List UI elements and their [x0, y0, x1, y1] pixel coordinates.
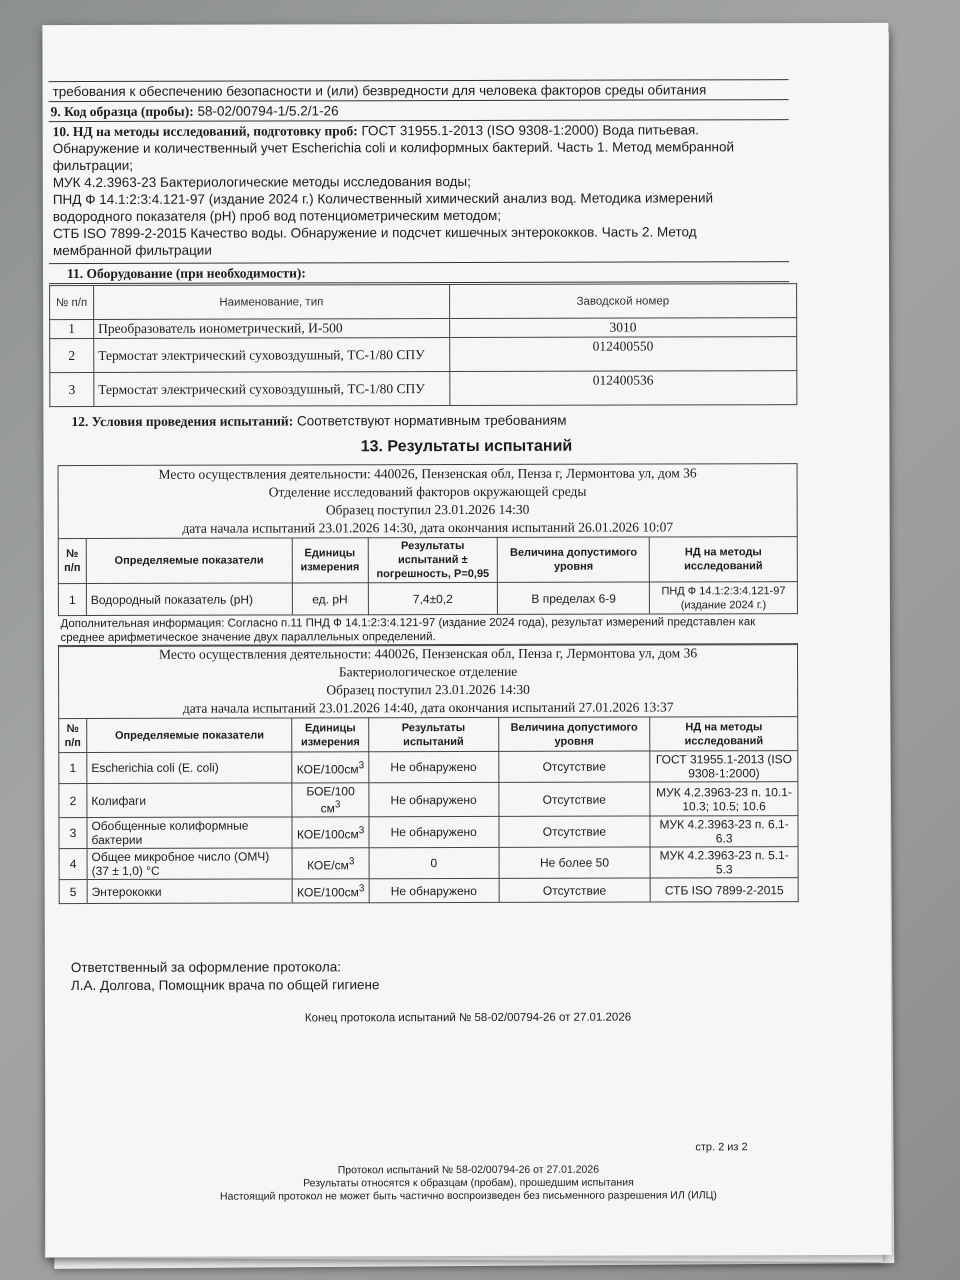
sample-code-label: 9. Код образца (пробы):: [50, 103, 194, 120]
table-row: [59, 878, 798, 904]
responsible-block: [71, 958, 380, 995]
footer-line: Протокол испытаний № 58-02/00794-26 от 27.01.2026: [337, 1163, 600, 1177]
row-number: 1: [50, 319, 94, 338]
method: СТБ ISO 7899-2-2015: [650, 878, 798, 902]
activity-place: Место осуществления деятельности: 440026, Пензенская обл, Пенза г, Лермонтова ул, дом 36: [59, 644, 798, 664]
unit-text: БОЕ/100 см: [306, 784, 355, 816]
unit: [292, 848, 368, 879]
activity-place: Место осуществления деятельности: 440026, Пензенская обл, Пенза г, Лермонтова ул, дом 36: [58, 464, 797, 484]
serial-number: 012400550: [449, 337, 797, 372]
indicator: Колифаги: [87, 783, 293, 818]
column-header: Результаты испытаний ± погрешность, Р=0,95: [368, 537, 498, 582]
column-header: Определяемые показатели: [86, 538, 292, 584]
result: 7,4±0,2: [368, 582, 498, 614]
result: Не обнаружено: [369, 816, 499, 847]
result: Не обнаружено: [369, 751, 499, 782]
methods-line: МУК 4.2.3963-23 Бактериологические методы исследования воды;: [52, 173, 471, 191]
test-dates: дата начала испытаний 23.01.2026 14:40, дата окончания испытаний 27.01.2026 13:37: [59, 698, 798, 718]
indicator: Энтерококки: [87, 879, 293, 904]
header-line: требования к обеспечению безопасности и (или) безвредности для человека факторов среды обитания: [52, 82, 707, 100]
unit-superscript: 3: [358, 759, 365, 771]
department: Отделение исследований факторов окружающей среды: [58, 482, 797, 502]
table-row: [59, 847, 798, 880]
equipment-name: Преобразователь иономeтрический, И-500: [94, 319, 450, 339]
divider: [49, 261, 789, 264]
indicator: Обобщенные колиформные бактерии: [87, 817, 293, 849]
page-number: стр. 2 из 2: [695, 1141, 748, 1154]
result: Не обнаружено: [369, 782, 499, 816]
table-header-row: [59, 717, 798, 753]
responsible-label: Ответственный за оформление протокола:: [70, 959, 342, 976]
methods-line: ПНД Ф 14.1:2:3:4.121-97 (издание 2024 г.) Количественный химический анализ вод. Методика измерений: [52, 190, 714, 208]
allowed-level: Отсутствие: [499, 878, 651, 902]
allowed-level: В пределах 6-9: [498, 582, 650, 614]
unit: [292, 783, 368, 817]
table-row: [58, 582, 797, 616]
methods-line: Обнаружение и количественный учет Escherichia coli и колиформных бактерий. Часть 1. Метод мембранной: [52, 139, 735, 157]
allowed-level: Отсутствие: [498, 782, 650, 816]
serial-number: 3010: [449, 318, 797, 338]
row-number: 4: [59, 848, 87, 879]
indicator: Водородный показатель (рН): [86, 583, 292, 616]
place-info: [58, 464, 797, 484]
unit-text: КОЕ/100см: [296, 826, 359, 841]
unit-superscript: 3: [358, 883, 365, 895]
unit-text: КОЕ/100см: [296, 761, 359, 776]
equipment-name: Термостат электрический суховоздушный, ТС-1/80 СПУ: [94, 372, 450, 407]
page-footer: [45, 1163, 891, 1204]
row-number: 1: [58, 583, 86, 615]
sample-code: [51, 102, 339, 120]
table-row: [59, 782, 798, 818]
footer-line: Настоящий протокол не может быть частично воспроизведен без письменного разрешения ИЛ (ИЛЦ): [220, 1189, 717, 1203]
department: Бактериологическое отделение: [59, 662, 798, 682]
unit: [292, 752, 368, 783]
footer-line: Результаты относятся к образцам (пробам), прошедшим испытания: [303, 1176, 634, 1190]
unit-text: КОЕ/100см: [297, 885, 359, 900]
row-number: 3: [59, 817, 87, 848]
indicator: Общее микробное число (ОМЧ) (37 ± 1,0) °С: [87, 848, 293, 880]
results-table-bacteriological: [58, 643, 799, 904]
column-header: № п/п: [59, 718, 87, 752]
allowed-level: Отсутствие: [499, 816, 651, 847]
method: МУК 4.2.3963-23 п. 10.1-10.3; 10.5; 10.6: [650, 782, 798, 816]
result: 0: [369, 847, 499, 878]
methods-line: СТБ ISO 7899-2-2015 Качество воды. Обнаружение и подсчет кишечных энтерококков. Часть 2. Метод: [52, 224, 697, 242]
equipment-label: 11. Оборудование (при необходимости):: [67, 265, 306, 282]
protocol-page: [42, 23, 891, 1257]
unit-superscript: 3: [358, 824, 365, 836]
unit: ед. рН: [292, 583, 368, 615]
row-number: 3: [50, 372, 94, 406]
serial-number: 012400536: [449, 371, 797, 406]
unit-superscript: 3: [334, 799, 341, 811]
method: МУК 4.2.3963-23 п. 6.1-6.3: [650, 816, 798, 847]
method: МУК 4.2.3963-23 п. 5.1-5.3: [650, 847, 798, 878]
unit: [293, 879, 369, 903]
allowed-level: Не более 50: [499, 847, 651, 878]
column-header: Единицы измерения: [292, 718, 368, 752]
column-header: Величина допустимого уровня: [498, 537, 650, 582]
methods-label: 10. НД на методы исследований, подготовку проб:: [52, 123, 358, 140]
methods-line: фильтрации;: [52, 157, 134, 174]
test-conditions-value: Соответствуют нормативным требованиям: [293, 412, 567, 429]
table-header-row: [58, 537, 797, 584]
table-header-row: [50, 284, 797, 320]
column-header: НД на методы исследований: [650, 717, 798, 751]
unit-superscript: 3: [348, 855, 355, 867]
equipment-table: [49, 283, 797, 407]
column-header: Заводской номер: [449, 284, 797, 319]
results-title: 13. Результаты испытаний: [360, 437, 573, 456]
row-number: 5: [59, 879, 87, 903]
sample-received: Образец поступил 23.01.2026 14:30: [58, 500, 797, 520]
row-number: 2: [50, 338, 94, 372]
result: Не обнаружено: [369, 878, 499, 902]
test-conditions: [71, 412, 566, 430]
column-header: № п/п: [50, 285, 94, 319]
column-header: Величина допустимого уровня: [498, 717, 650, 751]
column-header: Единицы измерения: [292, 538, 368, 583]
methods-line: водородного показателя (рН) проб вод потенциометрическим методом;: [52, 207, 502, 225]
column-header: Определяемые показатели: [87, 718, 293, 753]
test-dates: дата начала испытаний 23.01.2026 14:30, дата окончания испытаний 26.01.2026 10:07: [58, 518, 797, 538]
table-row: [50, 371, 797, 407]
column-header: № п/п: [58, 538, 86, 583]
end-of-protocol: Конец протокола испытаний № 58-02/00794-26 от 27.01.2026: [304, 1011, 632, 1025]
methods-line: мембранной фильтрации: [52, 242, 212, 259]
table-row: [59, 816, 798, 849]
row-number: 2: [59, 783, 87, 817]
additional-info: [58, 614, 797, 647]
methods-section: [53, 121, 735, 259]
sample-received: Образец поступил 23.01.2026 14:30: [59, 680, 798, 700]
additional-info-text: Дополнительная информация: Согласно п.11 ПНД Ф 14.1:2:3:4.121-97 (издание 2024 года), результат измерений представлен как среднее арифметическое значение двух параллельных определений.: [58, 614, 797, 647]
equipment-name: Термостат электрический суховоздушный, ТС-1/80 СПУ: [94, 338, 450, 373]
column-header: Наименование, тип: [94, 285, 450, 320]
table-row: [50, 318, 797, 339]
indicator: Escherichia coli (E. coli): [87, 752, 293, 784]
methods-line: ГОСТ 31955.1-2013 (ISO 9308-1:2000) Вода питьевая.: [357, 122, 700, 139]
test-conditions-label: 12. Условия проведения испытаний:: [71, 413, 294, 430]
table-row: [50, 337, 797, 373]
responsible-person: Л.А. Долгова, Помощник врача по общей гигиене: [70, 977, 380, 994]
row-number: 1: [59, 752, 87, 783]
sample-code-value: 58-02/00794-1/5.2/1-26: [193, 103, 339, 119]
method: ПНД Ф 14.1:2:3:4.121-97 (издание 2024 г.): [650, 582, 798, 614]
column-header: НД на методы исследований: [649, 537, 797, 582]
allowed-level: Отсутствие: [498, 751, 650, 782]
column-header: Результаты испытаний: [369, 717, 499, 751]
method: ГОСТ 31955.1-2013 (ISO 9308-1:2000): [650, 751, 798, 782]
results-table-chemical: [58, 463, 798, 647]
table-row: [59, 751, 798, 784]
unit-text: КОЕ/см: [307, 857, 349, 872]
unit: [292, 817, 368, 848]
